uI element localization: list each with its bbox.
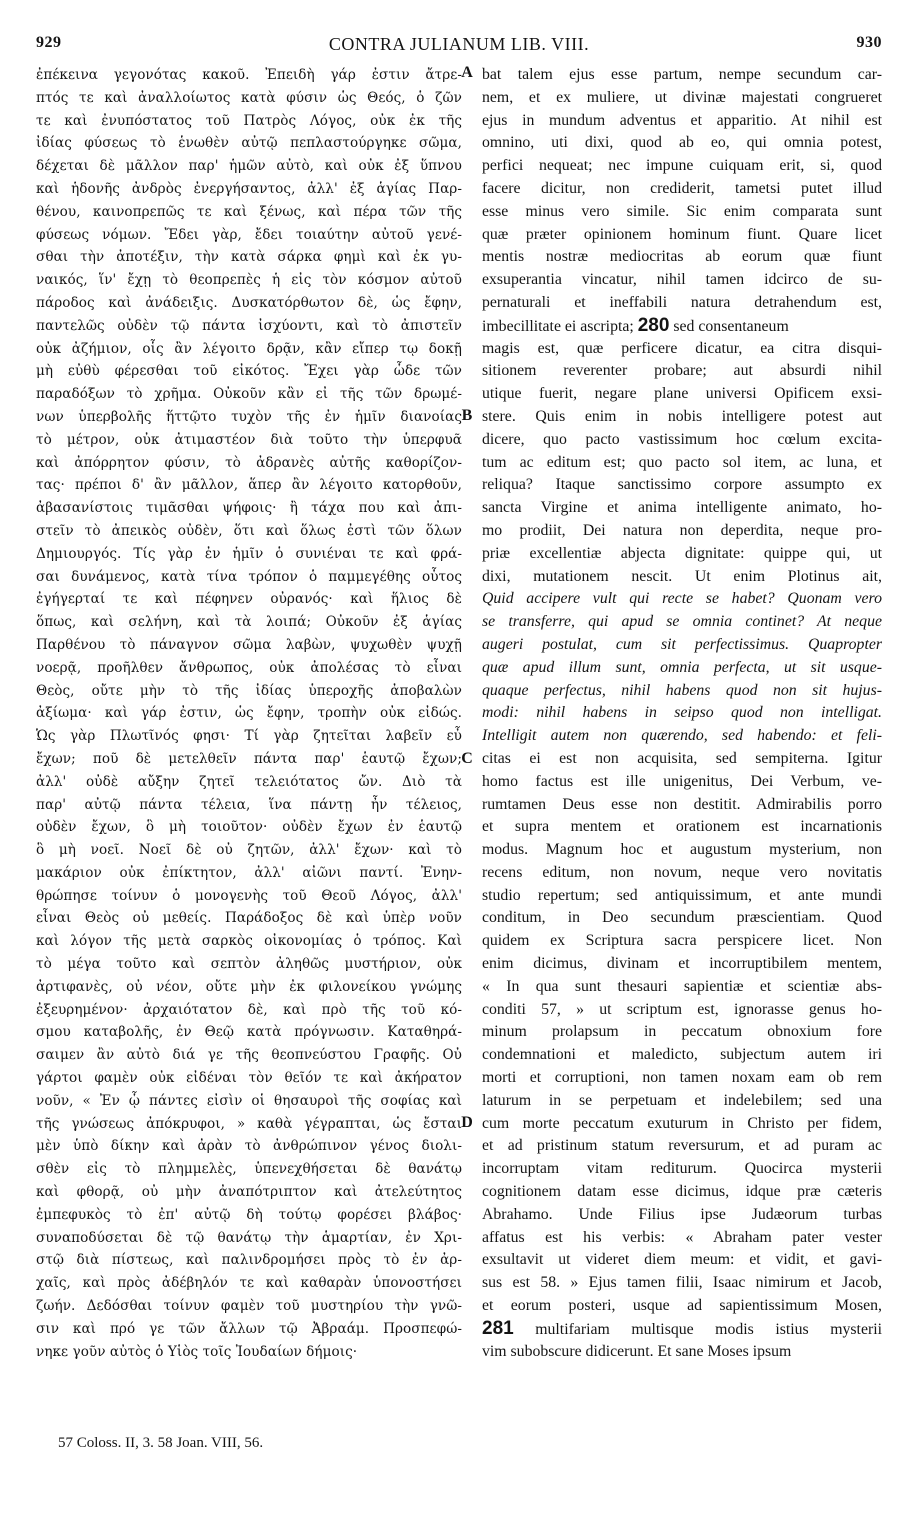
latin-text-line: recens editum, non novum, neque vero novitatis [482, 863, 882, 881]
greek-text-line: τὸ μέγα τοῦτο καὶ σεπτὸν ἀληθῶς μυστήριον, οὐκ [36, 956, 462, 973]
greek-text-line: τὸ μέτρον, οὐκ ἀτιμαστέον διὰ τοῦτο τὴν ὑπερφυᾶ [36, 431, 462, 448]
greek-text-line: ναικός, ἵν' ἔχῃ τὸ θεοπρεπὲς ἡ εἰς τὸν κόσμον αὐτοῦ [36, 272, 462, 289]
latin-text-line: vim subobscure didicerunt. Et sane Moses ipsum [482, 1342, 792, 1360]
greek-text-line: ἐγήγερταί τε καὶ πέφηνεν οὐρανός· καὶ ἥλιος δὲ [36, 591, 462, 608]
latin-text-line [482, 315, 882, 338]
greek-column [36, 64, 462, 1363]
page-number-left: 929 [36, 34, 62, 51]
latin-text-line: ejus in mundum adventus et apparitio. At nihil est [482, 111, 882, 129]
latin-text-line: et supra mentem et orationem est incarnationis [482, 818, 882, 836]
latin-text-line: exsuperantia vincatur, nihil tamen idcirco de su- [482, 271, 882, 289]
latin-text-line: augeri postulat, cum sit perfectissimus. Quapropter [482, 635, 882, 653]
greek-text-line: μὲν ὑπὸ δίκην καὶ ἀρὰν τὸ ἀνθρώπινον γένος διολι- [36, 1138, 462, 1155]
latin-text-line: dicere, quo pacto vastissimum hoc cœlum excita- [482, 430, 882, 448]
greek-text-line: ὃ μὴ νοεῖ. Νοεῖ δὲ οὐ ζητῶν, ἀλλ' ἔχων· καὶ τὸ [36, 842, 462, 859]
latin-text-line: dixi, mutationem nescit. Ut enim Plotinus ait, [482, 567, 882, 585]
latin-text-line: nem, et ex muliere, ut divinæ majestati congrueret [482, 88, 882, 106]
latin-text-line: reliqua? Itaque sanctissimo corpore assumpto ex [482, 476, 882, 494]
latin-text-line: conditi 57, » ut scriptum est, ignorasse genus ho- [482, 1000, 882, 1018]
page-number-right: 930 [856, 34, 882, 51]
greek-text-line: καὶ ἀπόρρητον φύσιν, τὸ ἀδρανὲς αὐτῆς καθορίζον- [36, 454, 462, 471]
latin-text-line: quaque perfectus, nihil habens quod non sit hujus- [482, 681, 882, 699]
greek-text-line: ἰδίας φύσεως τὸ ἑνωθὲν αὐτῷ πεπλαστούργηκε σῶμα, [36, 135, 462, 152]
greek-text-line: φύσεως νόμων. Ἔδει γὰρ, ἔδει τοιαύτην αὐτοῦ γενέ- [36, 226, 462, 243]
greek-text-line: σιν καὶ πρό γε τῶν ἄλλων τῷ Ἀβραάμ. Προσπεφώ- [36, 1320, 462, 1337]
latin-text-line: rumtamen Deus esse non destitit. Admirabilis porro [482, 795, 882, 813]
greek-text-line: δέχεται δὲ μᾶλλον παρ' ἡμῶν αὐτὸ, καὶ οὐκ ἐξ ὕπνου [36, 158, 462, 175]
margin-letter-c: C [461, 750, 473, 767]
latin-column [482, 64, 882, 1363]
latin-text-line: Abrahamo. Unde Filius ipse Judæorum turbas [482, 1205, 882, 1223]
greek-text-line: γάρτοι φαμὲν οὐκ εἰδέναι τὸν θεῖόν τε καὶ ἀκήρατον [36, 1070, 462, 1087]
greek-text-line: ἀξίωμα· καὶ γάρ ἐστιν, ὡς ἔφην, τροπὴν οὐκ εἰδώς. [36, 705, 462, 722]
footnotes: 57 Coloss. II, 3. 58 Joan. VIII, 56. [58, 1435, 264, 1451]
greek-text-line: ἐμπεφυκὸς τὸ ἐπ' αὐτῷ δὴ τούτῳ φορέσει βλάβος· [36, 1206, 462, 1223]
latin-text-line: mentis nostræ mediocritas ab eorum quæ fiunt [482, 248, 882, 266]
latin-text-line: sitionem reverenter probare; aut absurdi nihil [482, 362, 882, 380]
latin-text-line: sancta Virgine et anima intelligente animato, ho- [482, 499, 882, 517]
latin-text-line: sus est 58. » Ejus tamen filii, Isaac nimirum et Jacob, [482, 1274, 882, 1292]
running-title: CONTRA JULIANUM LIB. VIII. [328, 34, 590, 54]
greek-text-line: Δημιουργός. Τίς γὰρ ἐν ἡμῖν ὁ συνιέναι τε καὶ φρά- [36, 545, 462, 562]
latin-text-line: priæ excellentiæ abjecta dignitate: quippe qui, ut [482, 544, 882, 562]
latin-text-line: incorruptam vitam rediturum. Quocirca mysterii [482, 1160, 882, 1178]
latin-text-line: facere dicitur, non crediderit, tametsi putet illud [482, 179, 882, 197]
greek-text-line: ὅπως, καὶ σελήνη, καὶ τὰ λοιπά; Οὐκοῦν ἐξ ἁγίας [36, 614, 462, 631]
latin-text-segment: sed consentaneum [673, 317, 789, 335]
greek-text-line: σαιμεν ἂν αὐτὸ διά γε τῆς θεοπνεύστου Γραφῆς. Οὐ [36, 1047, 462, 1064]
latin-text-line: omnino, uti dixi, quod ab eo, qui omnia potest, [482, 134, 882, 152]
greek-text-line: τῆς γνώσεως ἀπόκρυφοι, » καθὰ γέγραπται, ὡς ἔσται [36, 1115, 462, 1132]
greek-text-line: συναποδύσεται δὲ τῷ θανάτῳ τὴν ἁμαρτίαν, ἐν Χρι- [36, 1229, 462, 1246]
latin-text-line: modi: nihil habens in seipso quod non intelligat. [482, 704, 882, 722]
greek-text-line: τε καὶ ἐνυπόστατος τοῦ Πατρὸς Λόγος, οὐκ ἐκ τῆς [36, 112, 462, 129]
latin-text-line: bat talem ejus esse partum, nempe secundum car- [482, 66, 882, 83]
greek-text-line: χαῖς, καὶ πρὸς ἀδέβηλόν τε καὶ καθαρὰν ὑπονοστήσει [36, 1275, 462, 1292]
latin-text-line: mo prodiit, Dei natura non deperdita, neque pro- [482, 521, 882, 539]
greek-text-line: μακάριον οὐκ ἐπίκτητον, ἀλλ' αἰῶνι παντί. Ἐνην- [36, 864, 462, 881]
running-header [36, 34, 882, 60]
greek-text-line: ζωήν. Δεδόσθαι τοίνυν φαμὲν τοῦ μυστηρίου τὴν γνῶ- [36, 1298, 462, 1315]
greek-text-line: νοῦν, « Ἐν ᾧ πάντες εἰσὶν οἱ θησαυροὶ τῆς σοφίας καὶ [36, 1092, 462, 1109]
latin-text-segment: multifariam multisque modis istius mysterii [535, 1320, 882, 1338]
greek-text-line: Θεὸς, οὔτε μὴν τὸ τῆς ἰδίας ὑπεροχῆς ἀποβαλὼν [36, 682, 462, 699]
greek-text-line: Ὡς γὰρ Πλωτῖνός φησι· Τί γὰρ ζητεῖται λαβεῖν εὖ [36, 728, 462, 745]
latin-text-line: studio repertum; sed antiquissimum, et ante mundi [482, 886, 882, 904]
greek-text-line: ἀβασανίστοις τιμᾶσθαι ψήφοις· ἢ τάχα που καὶ ἀπι- [36, 500, 462, 517]
latin-text-line: utique fuerit, negare plane universi Opificem exsi- [482, 385, 882, 403]
latin-text-line: exsultavit ut videret diem meum: et vidit, et gavi- [482, 1251, 882, 1269]
inline-page-number: 281 [482, 1317, 514, 1339]
latin-text-line: cognitionem datam esse dicimus, idque præ cæteris [482, 1183, 882, 1201]
greek-text-line: πάροδος καὶ ἀνάδειξις. Δυσκατόρθωτον δὲ, ὡς ἔφην, [36, 294, 462, 311]
greek-text-line: θρώπησε τοίνυν ὁ μονογενὴς τοῦ Θεοῦ Λόγος, ἀλλ' [36, 887, 462, 904]
greek-text-line: σαι δυνάμενος, κατὰ τίνα τρόπον ὁ παμμεγέθης οὗτος [36, 568, 462, 585]
latin-text-line: et ad pristinum statum reversurum, et ad puram ac [482, 1137, 882, 1155]
latin-text-line: condemnationi et maledicto, subjectum autem iri [482, 1046, 882, 1064]
latin-text-line: Intelligit autem non quærendo, sed habendo: et feli- [482, 727, 882, 745]
greek-text-line: μὴ εὐθὺ φέρεσθαι τοῦ εἰκότος. Ἔχει γὰρ ὧδε τῶν [36, 363, 462, 380]
latin-text-line: Quid accipere vult qui recte se habet? Quonam vero [482, 590, 882, 608]
latin-text-line: quidem ex Scriptura sacra perspicere licet. Non [482, 932, 882, 950]
latin-text-line: tum ac editum est; quo pacto sol item, ac luna, et [482, 453, 882, 471]
latin-text-line: modus. Magnum hoc et augustum mysterium, non [482, 841, 882, 859]
greek-text-line: νων ὑπερβολῆς ἥττῷτο τυχὸν τῆς ἐν ἡμῖν διανοίας [36, 408, 462, 425]
greek-text-line: Παρθένου τὸ πάναγνον σῶμα λαβὼν, ψυχωθὲν ψυχῇ [36, 636, 462, 653]
latin-text-line: conditum, in Deo secundum præscientiam. Quod [482, 909, 882, 927]
latin-text-line [482, 1318, 882, 1341]
greek-text-line: ἐξευρημένον· ἀρχαιότατον δὲ, καὶ πρὸ τῆς τοῦ κό- [36, 1001, 462, 1018]
latin-text-line: affatus est his verbis: « Abraham pater vester [482, 1228, 882, 1246]
latin-text-segment: imbecillitate ei ascripta; [482, 317, 634, 335]
greek-text-line: νηκε γοῦν αὐτὸς ὁ Υἱὸς τοῖς Ἰουδαίων δήμοις· [36, 1343, 358, 1360]
greek-text-line: νοερᾷ, προῆλθεν ἄνθρωπος, οὐκ ἀπολέσας τὸ εἶναι [36, 659, 462, 676]
greek-text-line: ἀρτιφανὲς, οὐ νέον, οὔτε μὴν ἐκ φιλονείκου γνώμης [36, 978, 462, 995]
greek-text-line: εἶναι Θεὸς οὐ μεθείς. Παράδοξος δὲ καὶ ὑπὲρ νοῦν [36, 910, 462, 927]
greek-text-line: οὐδὲν ἔχων, ὃ μὴ τοιοῦτον· οὐδὲν ἔχων ἐν ἑαυτῷ [36, 819, 462, 836]
latin-text-line: « In qua sunt thesauri sapientiæ et scientiæ abs- [482, 977, 882, 995]
greek-text-line: πτός τε καὶ ἀναλλοίωτος κατὰ φύσιν ὡς Θεός, ὁ ζῶν [36, 89, 462, 106]
greek-text-line: παραδόξων τὸ χρῆμα. Οὐκοῦν κἂν εἰ τῆς τῶν δρωμέ- [36, 386, 462, 403]
latin-text-line: minum prolapsum in peccatum obnoxium fore [482, 1023, 882, 1041]
latin-text-line: se transferre, qui apud se omnia continet? At neque [482, 613, 882, 631]
latin-text-line: pernaturali et ineffabili natura detrahendum est, [482, 293, 882, 311]
greek-text-line: σμου καταβολῆς, ἐν Θεῷ κατὰ πρόγνωσιν. Καταθηρά- [36, 1024, 462, 1041]
latin-text-line: quæ præter opinionem hominum fiunt. Quare licet [482, 225, 882, 243]
greek-text-line: ἀλλ' οὐδὲ αὔξην ζητεῖ τελειότατος ὤν. Διὸ τὰ [36, 773, 462, 790]
greek-text-line: καὶ φθορᾷ, οὐ μὴν ἀναπότριπτον καὶ ἀτελεύτητος [36, 1184, 462, 1201]
inline-page-number: 280 [637, 314, 670, 336]
greek-text-line: οὐκ ἀζήμιον, οἷς ἂν λέγοιτο δρᾷν, κἂν εἴπερ τῳ δοκῇ [36, 340, 462, 357]
latin-text-line: quæ apud illum sunt, omnia perfecta, ut sit usque- [482, 658, 882, 676]
greek-text-line: παρ' αὐτῷ πάντα τέλεια, ἵνα πάντῃ ἦν τέλειος, [36, 796, 462, 813]
latin-text-line: enim dicimus, divinam et incorruptibilem mentem, [482, 955, 882, 973]
greek-text-line: στεῖν τὸ ἀπεικὸς οὐδὲν, ὅτι καὶ ὅλως ἐστὶ τῶν ὅλων [36, 522, 462, 539]
margin-letter-a: A [461, 64, 473, 81]
greek-text-line: καὶ λόγον τῆς μετὰ σαρκὸς οἰκονομίας ὁ τρόπος. Καὶ [36, 933, 462, 950]
margin-letter-d: D [461, 1114, 473, 1131]
latin-text-line: magis est, quæ perficere dicatur, ea citra disqui- [482, 339, 882, 357]
latin-text-line: perfici nequeat; nec impune cuiquam erit, si, quod [482, 157, 882, 175]
latin-text-line: morti et corruptioni, non tamen noxam eam ob rem [482, 1069, 882, 1087]
latin-text-line: citas ei est non acquisita, sed sempiterna. Igitur [482, 749, 882, 767]
greek-text-line: καὶ ἡδονῆς ἀνδρὸς ἐνεργήσαντος, ἀλλ' ἐξ ἁγίας Παρ- [36, 180, 462, 197]
greek-text-line: ἔχων; ποῦ δὲ μετελθεῖν πάντα παρ' ἑαυτῷ ἔχων; [36, 750, 462, 767]
greek-text-line: στῷ διὰ πίστεως, καὶ παλινδρομήσει πρὸς τὸ ἐν ἀρ- [36, 1252, 462, 1269]
latin-text-line: et eorum posteri, usque ad sapientissimum Mosen, [482, 1297, 882, 1315]
greek-text-line: σθὲν εἰς τὸ πλημμελὲς, ὑπενεχθήσεται δὲ θανάτῳ [36, 1161, 462, 1178]
greek-text-line: σθαι τὴν ἀποτέξιν, τὴν κατὰ σάρκα φημὶ καὶ ἐκ γυ- [36, 249, 462, 266]
latin-text-line: cum morte peccatum exuturum in Christo per fidem, [482, 1114, 882, 1132]
greek-text-line: ἐπέκεινα γεγονότας κακοῦ. Ἐπειδὴ γάρ ἐστιν ἄτρε- [36, 67, 462, 83]
latin-text-line: stere. Quis enim in nobis intelligere potest aut [482, 407, 882, 425]
greek-text-line: θένου, καινοπρεπῶς τε καὶ ξένως, καὶ πέρα τῶν τῆς [36, 203, 462, 220]
greek-text-line: τας· πρέποι δ' ἂν μᾶλλον, ἅπερ ἂν λέγοιτο κατορθοῦν, [36, 477, 462, 494]
greek-text-line: παντελῶς οὐδὲν τῷ πάντα ἰσχύοντι, καὶ τὸ ἀπιστεῖν [36, 317, 462, 334]
latin-text-line: homo factus est ille unigenitus, Dei Verbum, ve- [482, 772, 882, 790]
margin-letter-b: B [461, 407, 473, 424]
latin-text-line: laturum in se perpetuam et indelebilem; sed una [482, 1091, 882, 1109]
latin-text-line: esse minus vero simile. Sic enim comparata sunt [482, 202, 882, 220]
